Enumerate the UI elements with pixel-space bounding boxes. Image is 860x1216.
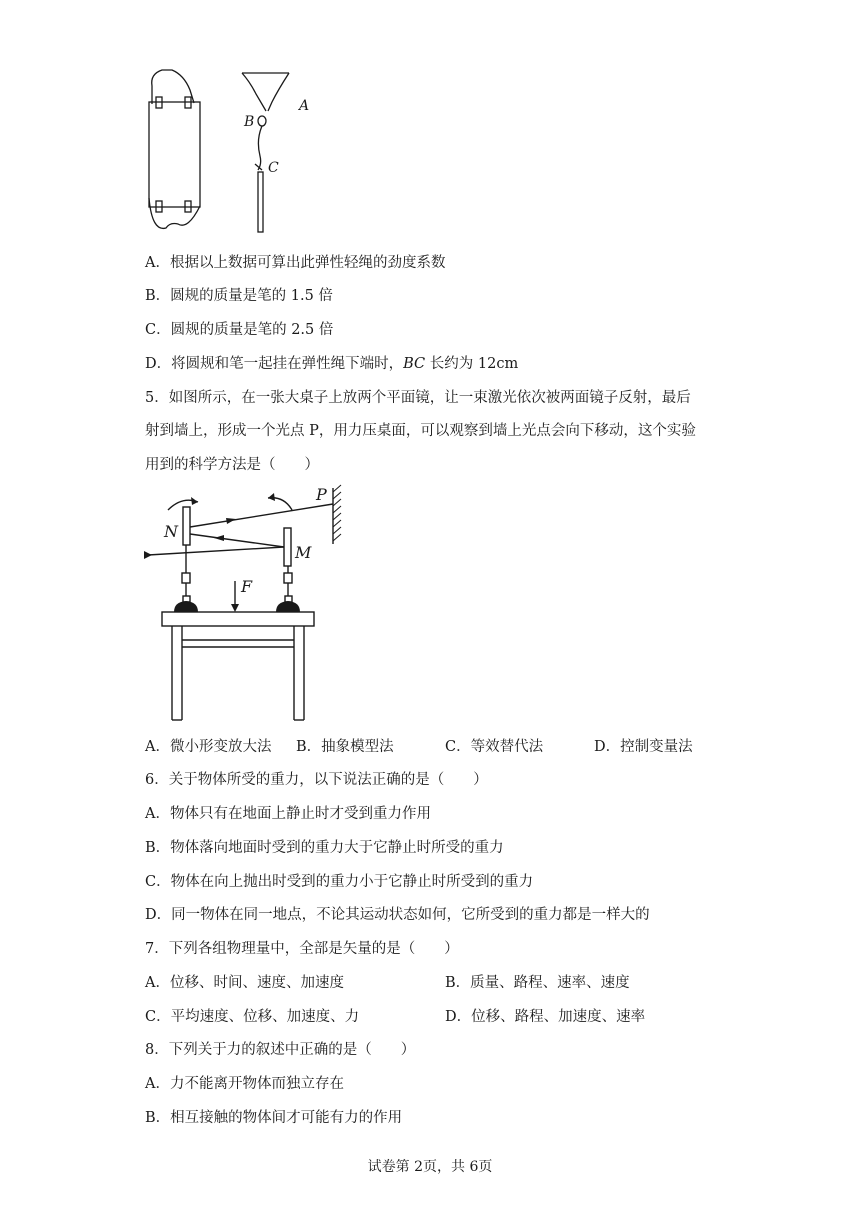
q7-option-b: B．质量、路程、速率、速度 — [445, 975, 630, 991]
label-a: A — [299, 98, 310, 114]
label-b: B — [244, 114, 255, 130]
mirror-n — [183, 507, 190, 545]
label-f: F — [241, 577, 253, 596]
q6-option-c: C．物体在向上抛出时受到的重力小于它静止时所受到的重力 — [145, 874, 534, 890]
q7-option-d: D．位移、路程、加速度、速率 — [445, 1009, 646, 1025]
q8-option-a: A．力不能离开物体而独立存在 — [145, 1076, 344, 1092]
q6-option-b: B．物体落向地面时受到的重力大于它静止时所受的重力 — [145, 840, 504, 856]
q5-stem-line-1: 5．如图所示，在一张大桌子上放两个平面镜，让一束激光依次被两面镜子反射，最后 — [145, 390, 691, 406]
label-p: P — [316, 485, 327, 504]
q6-option-d: D．同一物体在同一地点，不论其运动状态如何，它所受到的重力都是一样大的 — [145, 907, 650, 923]
label-c: C — [268, 160, 279, 176]
q5-option-c: C．等效替代法 — [445, 739, 544, 755]
q6-option-a: A．物体只有在地面上静止时才受到重力作用 — [145, 806, 431, 822]
label-n: N — [164, 522, 178, 541]
q7-stem: 7．下列各组物理量中，全部是矢量的是（ ） — [145, 941, 459, 957]
q5-stem-line-2: 射到墙上，形成一个光点 P，用力压桌面，可以观察到墙上光点会向下移动，这个实验 — [145, 423, 696, 439]
q4-option-a: A．根据以上数据可算出此弹性轻绳的劲度系数 — [145, 255, 446, 271]
table-top — [162, 612, 314, 626]
q7-option-c: C．平均速度、位移、加速度、力 — [145, 1009, 360, 1025]
q5-option-b: B．抽象模型法 — [296, 739, 394, 755]
q5-option-a: A．微小形变放大法 — [145, 739, 272, 755]
label-m: M — [295, 543, 312, 562]
q5-option-d: D．控制变量法 — [594, 739, 693, 755]
q8-option-b: B．相互接触的物体间才可能有力的作用 — [145, 1110, 403, 1126]
q5-stem-line-3: 用到的科学方法是（ ） — [145, 457, 319, 473]
q4-option-c: C．圆规的质量是笔的 2.5 倍 — [145, 322, 334, 338]
q4-option-d-post: 长约为 12cm — [425, 356, 519, 372]
q4-option-d-em: BC — [403, 356, 426, 372]
page-footer: 试卷第 2页，共 6页 — [367, 1159, 493, 1175]
mirror-m — [284, 528, 291, 566]
q8-stem: 8．下列关于力的叙述中正确的是（ ） — [145, 1042, 416, 1058]
q6-stem: 6．关于物体所受的重力，以下说法正确的是（ ） — [145, 772, 488, 788]
q4-option-d-pre: D．将圆规和笔一起挂在弹性绳下端时， — [145, 356, 404, 372]
q7-option-a: A．位移、时间、速度、加速度 — [145, 975, 344, 991]
q4-option-b: B．圆规的质量是笔的 1.5 倍 — [145, 288, 333, 304]
